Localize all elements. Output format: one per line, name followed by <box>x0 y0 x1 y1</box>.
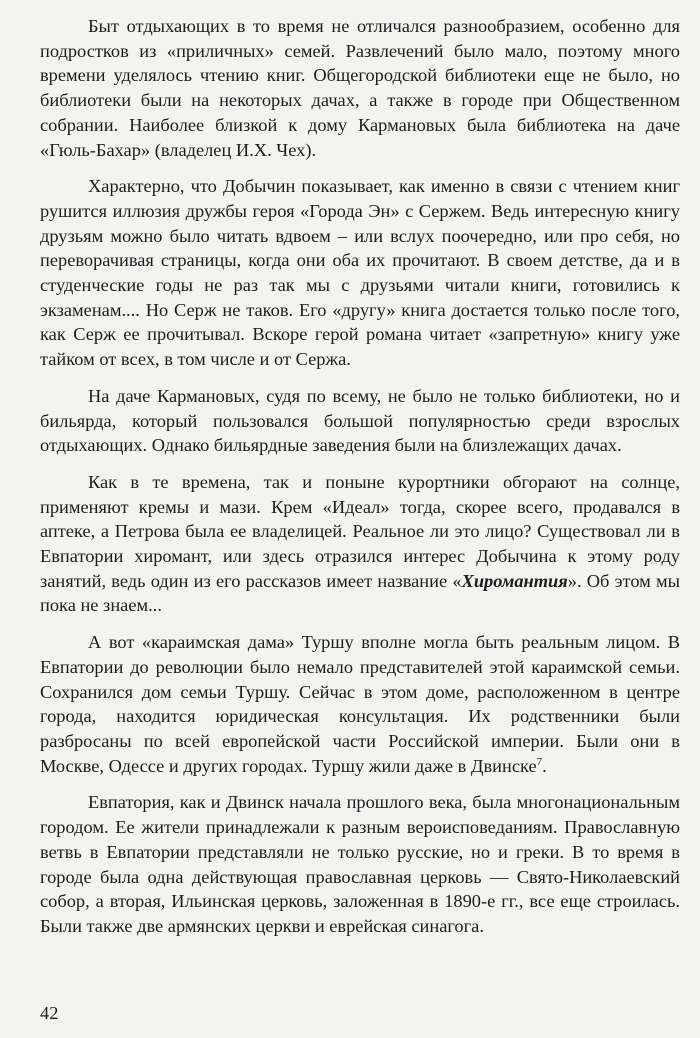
paragraph-3: На даче Кармановых, судя по всему, не было не только библиотеки, но и бильярда, который пользовался большой популярностью среди взрослых отдыхающих. Однако бильярдные заведения были на близлежащих дачах. <box>40 385 680 456</box>
paragraph-5-text: А вот «караимская дама» Туршу вполне могла быть реальным лицом. В Евпатории до революции было немало представителей этой караимской семьи. Сохранился дом семьи Туршу. Сейчас в этом доме, расположенном в центре города, находится юридическая консультация. Их родственники были разбросаны по всей европейской части Российской империи. Были они в Москве, Одессе и других городах. Туршу жили даже в Двинске <box>40 632 680 776</box>
paragraph-4-after: ». Об этом мы пока не знаем... <box>40 570 681 616</box>
paragraph-1: Быт отдыхающих в то время не отличался разнообразием, особенно для подростков из «приличных» семей. Развлечений было мало, поэтому много времени уделялось чтению книг. Общегородской библиотеки еще не было, но библиотеки были на некоторых дачах, а также в городе при Общественном собрании. Наиболее близкой к дому Кармановых была библиотека на даче «Гюль-Бахар» (владелец И.Х. Чех). <box>40 16 680 160</box>
page-body-text <box>40 14 680 939</box>
paragraph-2: Характерно, что Добычин показывает, как именно в связи с чтением книг рушится иллюзия дружбы героя «Города Эн» с Сержем. Ведь интересную книгу друзьям можно было читать вдвоем – или вслух поочередно, или про себя, но переворачивая страницы, когда они оба их прочитают. В своем детстве, да и в студенческие годы не раз так мы с друзьями читали книги, готовились к экзаменам.... Но Серж не таков. Его «другу» книга достается только после того, как Серж ее прочитывал. Вскоре герой романа читает «запретную» книгу уже тайком от всех, в том числе и от Сержа. <box>40 176 680 370</box>
paragraph-6: Евпатория, как и Двинск начала прошлого века, была многонациональным городом. Ее жители принадлежали к разным вероисповеданиям. Православную ветвь в Евпатории представляли не только русские, но и греки. В то время в городе была одна действующая православная церковь — Свято-Николаевский собор, а вторая, Ильинская церковь, заложенная в 1890-е гг., все еще строилась. Были также две армянских церкви и еврейская синагога. <box>40 792 680 936</box>
paragraph-4 <box>40 470 680 618</box>
footnote-marker: 7 <box>536 755 543 768</box>
paragraph-5-after: . <box>542 755 547 776</box>
page-number: 42 <box>40 1003 59 1023</box>
paragraph-5 <box>40 630 680 778</box>
paragraph-4-emphasis: Хиромантия <box>461 570 568 591</box>
paragraph-4-before: Как в те времена, так и поныне курортники обгорают на солнце, применяют кремы и мази. Крем «Идеал» тогда, скорее всего, продавался в аптеке, а Петрова была ее владелицей. Реальное ли это лицо? Существовал ли в Евпатории хиромант, или здесь отразился интерес Добычина к этому роду занятий, ведь один из его рассказов имеет название « <box>40 471 680 591</box>
